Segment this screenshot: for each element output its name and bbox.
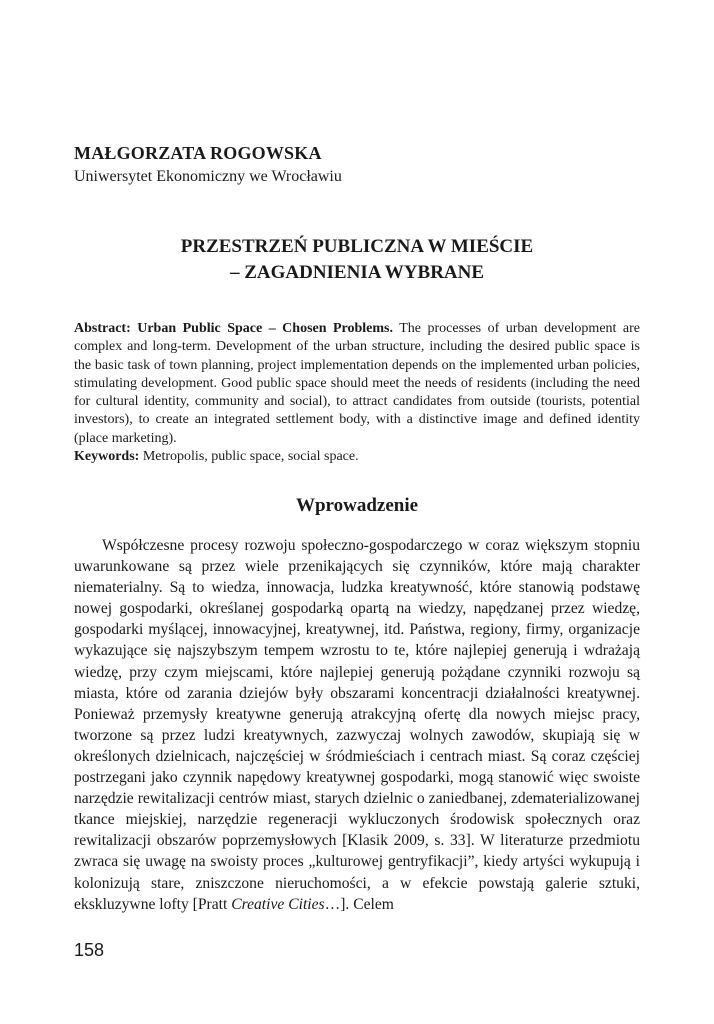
page-number: 158	[74, 940, 105, 960]
section-heading: Wprowadzenie	[295, 495, 419, 516]
paragraph-tail-text: …]. Celem	[324, 895, 394, 913]
title-line-1: PRZESTRZEŃ PUBLICZNA W MIEŚCIE	[180, 236, 534, 257]
article-title	[74, 234, 640, 286]
paragraph-italic-title: Creative Cities	[231, 895, 325, 913]
author-name: MAŁGORZATA ROGOWSKA	[74, 143, 322, 163]
paragraph-main-text: Współczesne procesy rozwoju społeczno-gospodarczego w coraz większym stopniu uwarunkowane są przez wiele przenikających się czynników, które mają charakter niematerialny. Są to wiedza, innowacja, ludzka kreatywność, które stanowią podstawę nowej gospodarki, określanej gospodarką opartą na wiedzy, napędzanej przez wiedzę, gospodarki myślącej, innowacyjnej, kreatywnej, itd. Państwa, regiony, firmy, organizacje wykazujące się najszybszym tempem wzrostu to te, które najlepiej generują i wdrażają wiedzę, przy czym miejscami, które najlepiej generują pożądane czynniki rozwoju są miasta, które od zarania dziejów były obszarami koncentracji działalności kreatywnej. Ponieważ przemysły kreatywne generują atrakcyjną ofertę dla nowych miejsc pracy, tworzone są przez ludzi kreatywnych, zazwyczaj wolnych zawodów, skupiają się w określonych dzielnicach, najczęściej w śródmieściach i centrach miast. Są coraz częściej postrzegani jako czynnik napędowy kreatywnej gospodarki, mogą stanowić więc swoiste narzędzie rewitalizacji centrów miast, starych dzielnic o zaniedbanej, zdematerializowanej tkance miejskiej, narzędzie regeneracji wykluczonych środowisk społecznych oraz rewitalizacji obszarów poprzemysłowych [Klasik 2009, s. 33]. W literaturze przedmiotu zwraca się uwagę na swoisty proces „kulturowej gentryfikacji”, kiedy artyści wykupują i kolonizują stare, zniszczone nieruchomości, a w efekcie powstają galerie sztuki, ekskluzywne lofty [Pratt	[74, 537, 640, 913]
abstract-block	[74, 320, 640, 466]
keywords-text: Metropolis, public space, social space.	[139, 449, 359, 465]
title-line-2: – ZAGADNIENIA WYBRANE	[229, 262, 485, 283]
keywords-label: Keywords:	[74, 449, 140, 465]
body-paragraph	[74, 535, 640, 915]
abstract-text: The processes of urban development are complex and long-term. Development of the urban structure, including the desired public space is the basic task of town planning, project implementation depends on the implemented urban policies, stimulating development. Good public space should meet the needs of residents (including the need for cultural identity, community and social), to attract candidates from outside (tourists, potential investors), to create an integrated settlement body, with a distinctive image and defined identity (place marketing).	[74, 321, 640, 446]
author-affiliation: Uniwersytet Ekonomiczny we Wrocławiu	[74, 168, 342, 185]
abstract-label: Abstract: Urban Public Space – Chosen Problems.	[74, 321, 394, 336]
